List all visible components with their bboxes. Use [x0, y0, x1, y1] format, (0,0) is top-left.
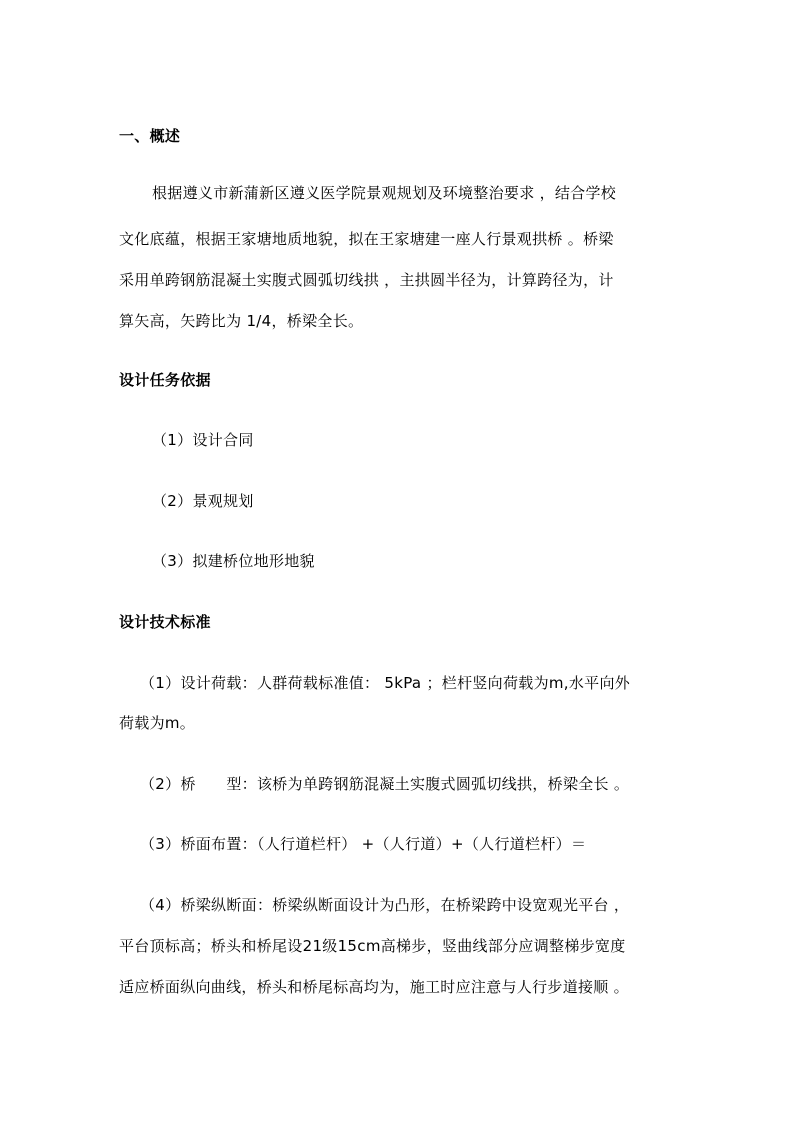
list-item: （2）景观规划	[152, 492, 254, 510]
standard-item-4-line: （4）桥梁纵断面：桥梁纵断面设计为凸形，在桥梁跨中设宽观光平台 ，	[140, 896, 630, 914]
section-heading-basis: 设计任务依据	[119, 371, 211, 389]
paragraph-line: 算矢高，矢跨比为 1/4，桥梁全长。	[119, 312, 364, 330]
section-heading-overview: 一、概述	[119, 127, 181, 145]
list-item: （1）设计合同	[152, 431, 254, 449]
paragraph-line: 文化底蕴，根据王家塘地质地貌，拟在王家塘建一座人行景观拱桥 。桥梁	[119, 230, 614, 248]
section-heading-standards: 设计技术标准	[119, 613, 211, 631]
paragraph-line: 采用单跨钢筋混凝土实腹式圆弧切线拱 ，主拱圆半径为，计算跨径为，计	[119, 271, 614, 289]
standard-item-1-line: 荷载为m。	[119, 714, 196, 732]
paragraph-line: 根据遵义市新蒲新区遵义医学院景观规划及环境整治要求 ，结合学校	[152, 184, 617, 202]
standard-item-2: （2）桥 型：该桥为单跨钢筋混凝土实腹式圆弧切线拱，桥梁全长 。	[140, 775, 630, 793]
list-item: （3）拟建桥位地形地貌	[152, 552, 315, 570]
standard-item-4-line: 平台顶标高；桥头和桥尾设21级15cm高梯步，竖曲线部分应调整梯步宽度	[119, 937, 626, 955]
standard-item-1-line: （1）设计荷载：人群荷载标准值： 5kPa ；栏杆竖向荷载为m,水平向外	[140, 674, 631, 692]
standard-item-3: （3）桥面布置：（人行道栏杆） +（人行道）+（人行道栏杆）＝	[140, 835, 587, 853]
standard-item-4-line: 适应桥面纵向曲线，桥头和桥尾标高均为，施工时应注意与人行步道接顺 。	[119, 978, 629, 996]
